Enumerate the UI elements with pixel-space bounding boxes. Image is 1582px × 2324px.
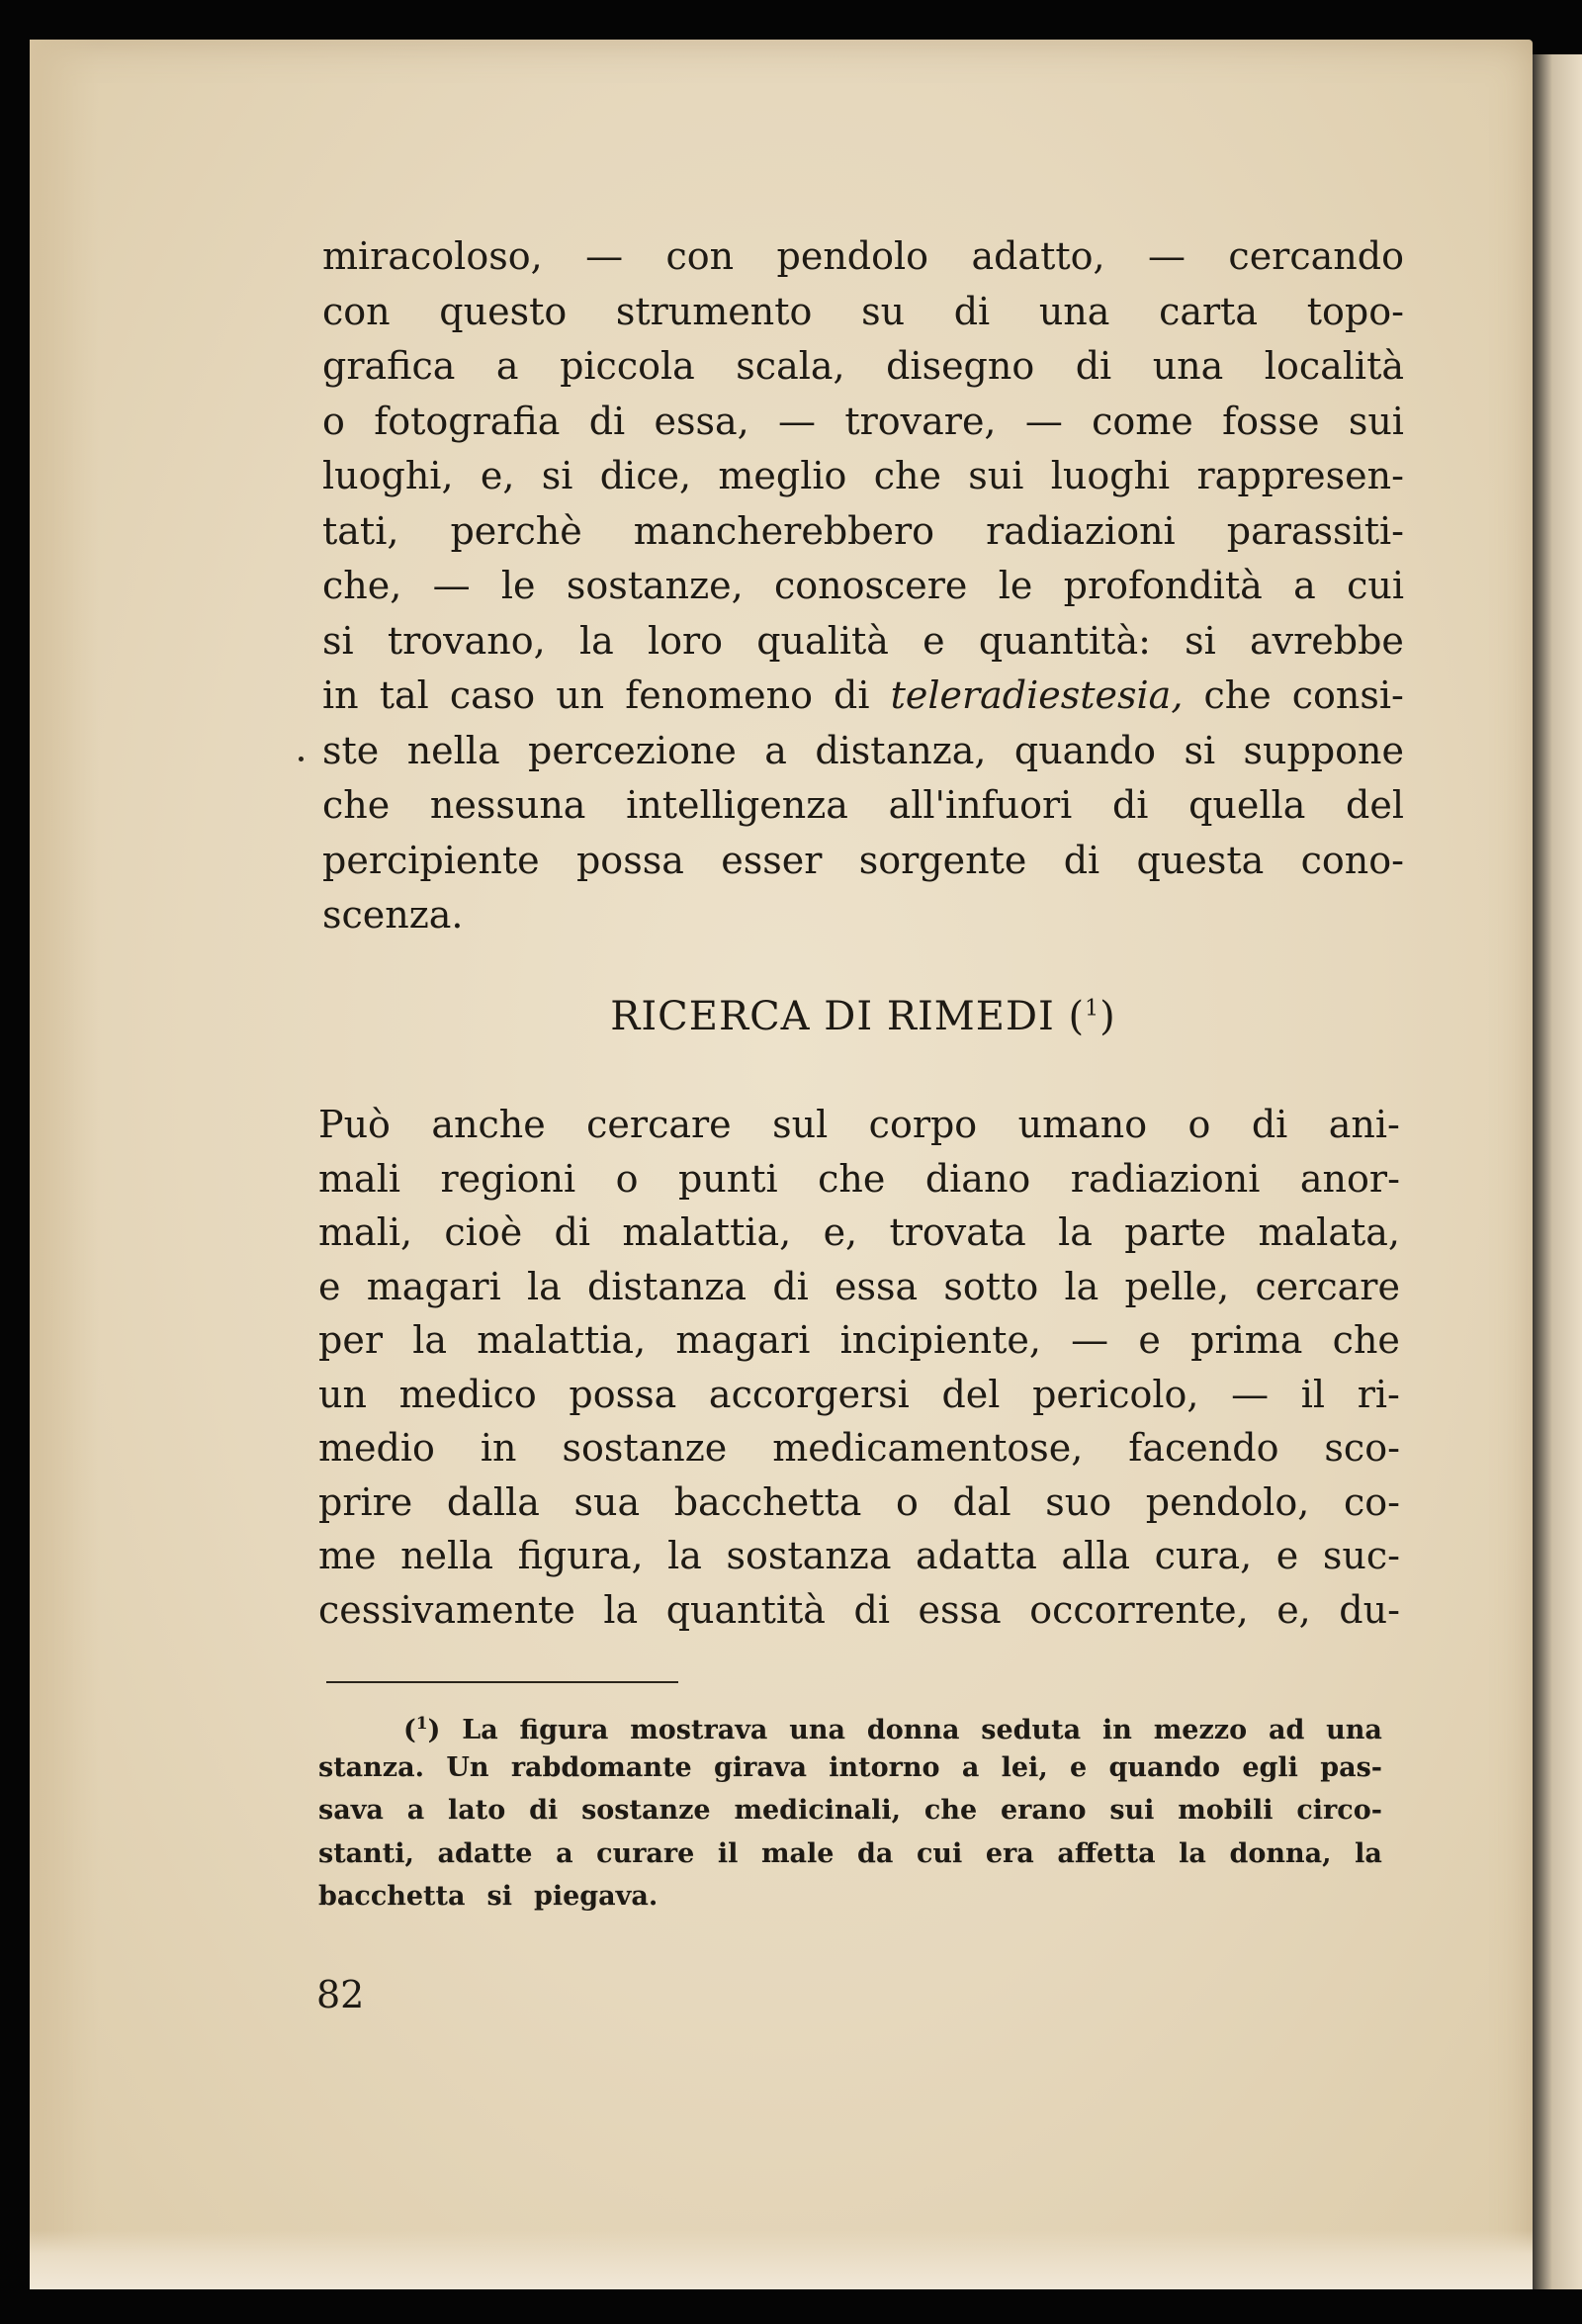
word: — [1071,1318,1109,1362]
text-line [322,724,1404,779]
word: — [778,399,817,443]
footnote-word: il [717,1837,739,1869]
word: o [896,1479,919,1524]
text-line [318,1152,1400,1207]
footnote-word: e [1070,1751,1088,1783]
footnote-word: da [857,1837,894,1869]
word: sostanze, [566,564,744,607]
word: — [585,234,624,278]
footnote-separator [326,1681,678,1683]
text-line [322,834,1404,889]
word: cui [1347,564,1404,607]
word: di [953,289,991,333]
footnote-line [318,1703,1382,1746]
word: cessivamente [318,1587,575,1632]
word: percezione [528,728,737,772]
word: di [588,399,626,443]
word: e [1138,1318,1161,1362]
word: intelligenza [626,783,848,827]
word: dice, [599,454,692,497]
text-line [318,1583,1400,1638]
footnote-marker: ($^1$) [403,1714,441,1745]
word: ani- [1328,1103,1400,1146]
word: piccola [560,344,695,388]
word: ste [322,728,380,772]
word: fenomeno [625,673,813,717]
word: meglio [718,454,847,497]
word: cura, [1154,1534,1253,1577]
footnote-word: quando [1108,1751,1221,1783]
word: e, [1276,1587,1311,1632]
word: cercando [1228,234,1404,278]
word: accorgersi [708,1372,910,1416]
footnote-word: una [1326,1715,1382,1745]
word: malattia, [477,1318,647,1362]
text-line [322,559,1404,614]
word: medico [398,1372,537,1416]
word: regioni [440,1156,576,1201]
word: all'infuori [888,783,1073,827]
word: sostanza [726,1534,892,1577]
word: prima [1190,1318,1303,1362]
word: incipiente, [839,1318,1041,1362]
word: un [318,1372,367,1416]
word: disegno [886,344,1035,388]
heading-note-ref: ($^1$) [1068,994,1116,1039]
word: una [1038,289,1110,333]
word: sua [573,1479,641,1524]
text-line [322,888,1404,943]
word: carta [1159,289,1259,333]
word: anche [431,1103,546,1146]
footnote-word: lato [448,1795,506,1826]
word: di [1063,838,1100,882]
footnote-word: di [529,1795,559,1826]
word: si [541,454,573,497]
word: di [853,1587,890,1632]
word: possa [569,1372,677,1416]
footnote-word: adatte [437,1837,533,1869]
footnote-word: stanti, [318,1837,414,1869]
word: un [556,673,605,717]
word: rappresen- [1196,454,1404,497]
word: magari [675,1318,811,1362]
text-line [322,614,1404,670]
word: magari [366,1264,501,1308]
word: e [1275,1534,1299,1577]
word: quando [1013,728,1157,772]
word: percipiente [322,838,540,882]
word: sotto [943,1264,1039,1308]
text-line [318,1368,1400,1422]
word: si [1184,728,1216,772]
word: a [1293,564,1316,607]
footnote-word: cui [916,1837,963,1869]
word: di [554,1210,590,1254]
footnote-word: Un [446,1751,489,1783]
word: scala, [736,344,845,388]
text-line [318,1098,1400,1152]
footnote-word: mobili [1178,1795,1274,1826]
word: quantità: [978,618,1151,663]
footnote-line [318,1875,1382,1919]
footnote-word: sava [318,1795,384,1826]
word: medio [318,1426,435,1470]
word: quella [1188,783,1306,827]
word: occorrente, [1029,1587,1249,1632]
footnote-word: a [961,1751,980,1783]
footnote-word: si [486,1881,512,1912]
word: di [772,1264,809,1308]
footnote-word: pas- [1320,1751,1382,1783]
word: tal [379,673,429,717]
word: — [1024,399,1063,443]
footnote-word: seduta [981,1715,1082,1745]
word: con [322,289,391,333]
word: pericolo, [1032,1372,1199,1416]
text-line [322,449,1404,504]
word: sui [968,454,1024,497]
word: si [322,618,354,663]
word: punti [677,1156,778,1201]
footnote-word: donna [866,1715,960,1745]
word: medicamentose, [772,1426,1084,1470]
text-line [318,1529,1400,1583]
word: a [764,728,787,772]
word: del [1346,783,1404,827]
word: diano [924,1156,1031,1201]
word: e [318,1264,341,1308]
word: esser [721,838,823,882]
word: co- [1343,1479,1400,1524]
word: di [834,673,870,717]
word: nessuna [429,783,586,827]
footnote-word: una [789,1715,845,1745]
word: qualità [756,618,889,663]
word: pelle, [1124,1264,1230,1308]
section-heading [322,994,1404,1039]
word: che, [322,564,402,607]
word: parassiti- [1226,508,1404,553]
word: ri- [1357,1372,1400,1416]
word: fotografia [374,399,561,443]
word: scenza. [322,893,464,937]
footnote-word: rabdomante [510,1751,692,1783]
word: luoghi, [322,454,454,497]
word: che [873,454,941,497]
word: località [1264,344,1404,388]
word: nella [406,728,500,772]
word: si [1185,618,1216,663]
word: con [665,234,735,278]
word: in [480,1426,517,1470]
word: sul [772,1103,829,1146]
word: una [1152,344,1224,388]
word: mali [318,1156,400,1201]
footnote-word: piegava. [533,1881,659,1912]
word: o [615,1156,639,1201]
word: essa, [654,399,749,443]
word: quantità [665,1587,826,1632]
footnote-word: circo- [1296,1795,1382,1826]
word: cioè [444,1210,523,1254]
word: cono- [1300,838,1404,882]
word: mancherebbero [633,508,935,553]
word: trovano, [387,618,546,663]
footnote-word: che [923,1795,978,1826]
footnote-word: La [462,1715,498,1745]
word: che [1203,673,1272,717]
word: essa [835,1264,919,1308]
word: che [322,783,391,827]
word: conoscere [773,564,968,607]
footnote-word: a [556,1837,573,1869]
word: cercare [586,1103,732,1146]
word: possa [575,838,684,882]
footnote-word: mostrava [630,1715,768,1745]
word: e, [823,1210,858,1254]
footnote-word: era [985,1837,1034,1869]
text-line [318,1421,1400,1475]
next-page-edge [1533,54,1582,2289]
word: adatta [916,1534,1037,1577]
footnote-word: la [1179,1837,1206,1869]
footnote-word: donna, [1229,1837,1332,1869]
word: suppone [1243,728,1404,772]
word: sorgente [858,838,1027,882]
text-line [322,669,1404,724]
text-line [318,1313,1400,1368]
footnote-word: mezzo [1153,1715,1248,1745]
word: e, [480,454,515,497]
word: radiazioni [1070,1156,1261,1201]
word: la [526,1264,562,1308]
page-bottom-edge [30,2230,1533,2289]
word: fosse [1222,399,1320,443]
word: caso [449,673,536,717]
word: anor- [1299,1156,1400,1201]
footnote-word: intorno [829,1751,940,1783]
footnote-word: sui [1109,1795,1155,1826]
word: radiazioni [986,508,1176,553]
word: del [941,1372,1001,1416]
word: distanza [587,1264,747,1308]
footnote-word: girava [713,1751,807,1783]
footnote-word: bacchetta [318,1881,466,1912]
word: o [322,399,345,443]
word: bacchetta [673,1479,862,1524]
word: essa [918,1587,1002,1632]
word: alla [1061,1534,1131,1577]
text-line [318,1475,1400,1530]
footnote-word: affetta [1057,1837,1156,1869]
word: — [1231,1372,1270,1416]
word: avrebbe [1249,618,1404,663]
text-line [322,395,1404,450]
footnote-word: egli [1242,1751,1298,1783]
word: Può [318,1103,391,1146]
text-line [322,285,1404,340]
paragraph-2 [318,1098,1400,1637]
footnote-word: a [406,1795,425,1826]
word: pendolo [776,234,929,278]
word: in [322,673,359,717]
heading-title: RICERCA DI RIMEDI [610,994,1055,1039]
word: mali, [318,1210,413,1254]
footnote-word: la [1355,1837,1382,1869]
word: trovare, [844,399,997,443]
footnote-word: erano [1000,1795,1087,1826]
paragraph-1 [322,229,1404,943]
text-line [318,1206,1400,1260]
word: di [1251,1103,1288,1146]
footnote-line [318,1746,1382,1790]
word: figura, [517,1534,644,1577]
footnote-line [318,1832,1382,1876]
word: malattia, [622,1210,792,1254]
word: il [1300,1372,1326,1416]
word: strumento [615,289,813,333]
word: la [412,1318,448,1362]
word: profondità [1063,564,1263,607]
text-line [318,1260,1400,1314]
word: di [1075,344,1112,388]
word: malata, [1258,1210,1400,1254]
word: parte [1124,1210,1227,1254]
text-line [322,778,1404,834]
word: corpo [868,1103,978,1146]
word: perchè [450,508,582,553]
word: sostanze [562,1426,728,1470]
word: me [318,1534,377,1577]
word: questo [439,289,568,333]
word: che [1332,1318,1400,1362]
word: tati, [322,508,399,553]
footnote-word: curare [596,1837,695,1869]
word: e [923,618,945,663]
word: per [318,1318,383,1362]
word: la [603,1587,639,1632]
footnote-word: ad [1268,1715,1305,1745]
word: distanza, [815,728,987,772]
word: la [1064,1264,1099,1308]
word: pendolo, [1145,1479,1310,1524]
word: la [1058,1210,1093,1254]
word: dalla [446,1479,540,1524]
text-line [322,339,1404,395]
footnote-word: stanza. [318,1751,425,1783]
word: sui [1348,399,1404,443]
word: facendo [1128,1426,1279,1470]
footnote-word: lei, [1001,1751,1048,1783]
footnote-word: medicinali, [734,1795,902,1826]
word: miracoloso, [322,234,543,278]
word: questa [1136,838,1265,882]
word: consi- [1291,673,1404,717]
word: sco- [1324,1426,1400,1470]
ink-speck [299,757,304,761]
word: — [1148,234,1186,278]
word: dal [952,1479,1011,1524]
word: o [1187,1103,1211,1146]
word: su [861,289,906,333]
word: loro [647,618,724,663]
word: luoghi [1050,454,1171,497]
word: le [500,564,536,607]
word: teleradiestesia, [890,673,1184,717]
footnote [318,1703,1382,1919]
word: nella [400,1534,494,1577]
text-line [322,229,1404,285]
word: a [495,344,519,388]
word: di [1111,783,1149,827]
word: come [1092,399,1193,443]
word: umano [1017,1103,1148,1146]
footnote-word: male [760,1837,835,1869]
word: le [998,564,1033,607]
footnote-word: figura [519,1715,609,1745]
footnote-word: in [1101,1715,1132,1745]
word: adatto, [971,234,1105,278]
word: — [432,564,471,607]
footnote-word: sostanze [581,1795,711,1826]
word: topo- [1306,289,1404,333]
word: prire [318,1479,413,1524]
word: che [818,1156,886,1201]
word: grafica [322,344,456,388]
footnote-line [318,1789,1382,1832]
word: la [667,1534,702,1577]
page-number: 82 [316,1973,365,2016]
word: la [578,618,614,663]
word: cercare [1255,1264,1400,1308]
text-line [322,504,1404,560]
word: du- [1339,1587,1400,1632]
word: trovata [889,1210,1026,1254]
page-left-edge [30,40,99,2289]
word: suo [1045,1479,1112,1524]
word: suc- [1322,1534,1400,1577]
